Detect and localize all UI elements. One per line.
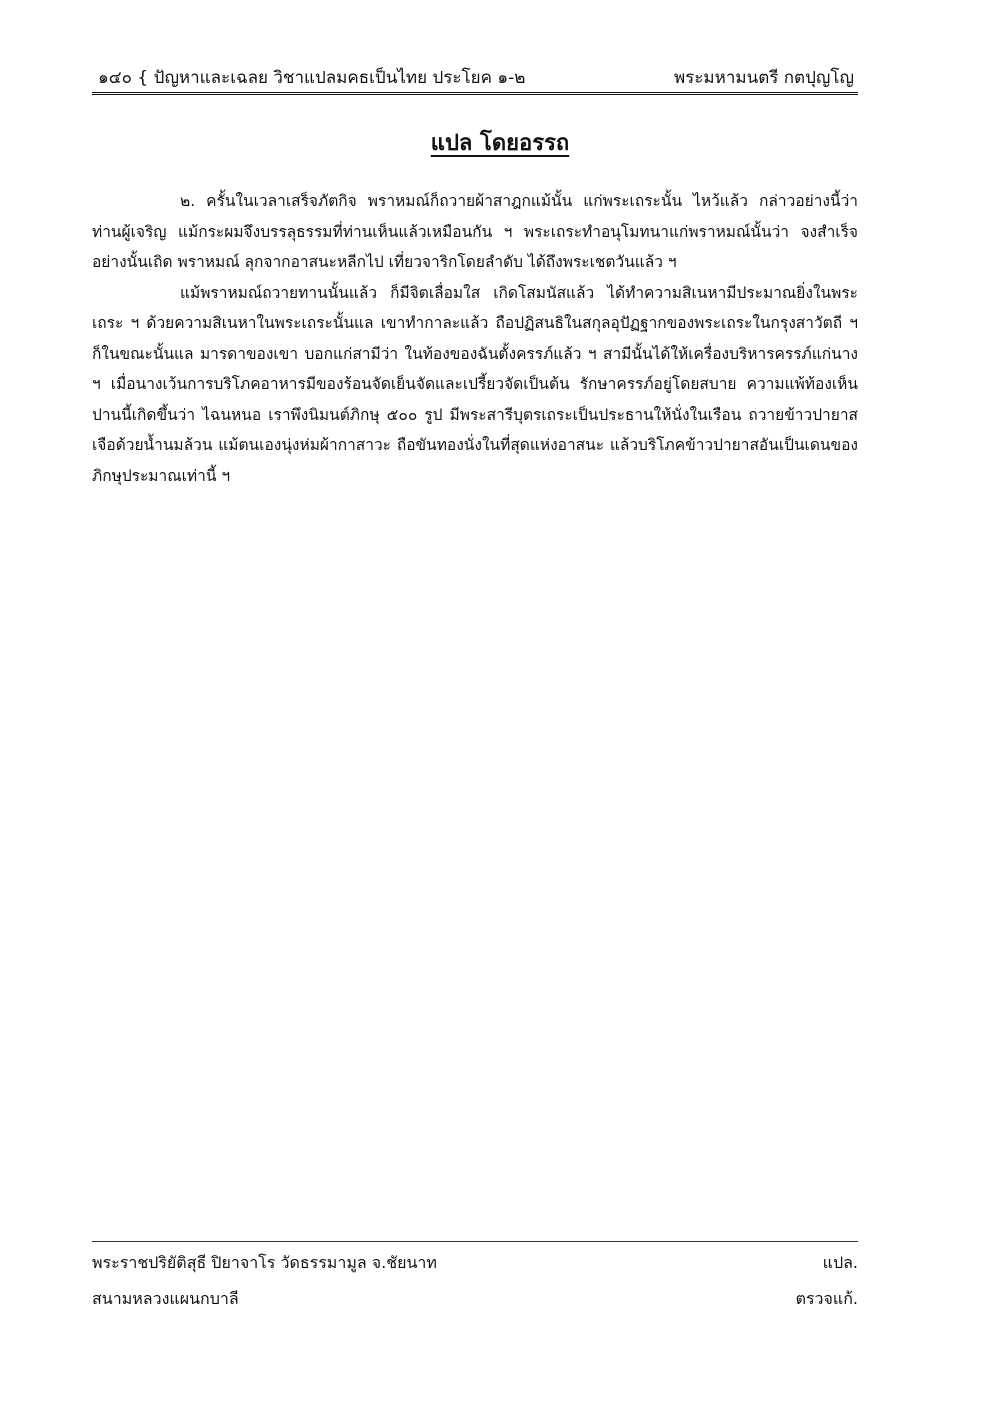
page-title-text: แปล โดยอรรถ: [430, 131, 570, 156]
footer-translate-label: แปล.: [822, 1253, 858, 1272]
body-text: [92, 186, 858, 491]
page-header: [92, 62, 858, 98]
footer-examiner: สนามหลวงแผนกบาลี: [92, 1289, 239, 1308]
footer-review-label: ตรวจแก้.: [795, 1289, 858, 1308]
header-author: พระมหามนตรี กตปุญโญ: [673, 68, 854, 88]
page-title: [0, 125, 1000, 160]
paragraph-2: แม้พราหมณ์ถวายทานนั้นแล้ว ก็มีจิตเลื่อมใส เกิดโสมนัสแล้ว ได้ทำความสิเนหามีประมาณยิ่งในพระเถระ ฯ ด้วยความสิเนหาในพระเถระนั้นแล เขาทำกาละแล้ว ถือปฏิสนธิในสกุลอุปัฏฐากของพระเถระในกรุงสาวัตถี ฯ ก็ในขณะนั้นแล มารดาของเขา บอกแก่สามีว่า ในท้องของฉันตั้งครรภ์แล้ว ฯ สามีนั้นได้ให้เครื่องบริหารครรภ์แก่นาง ฯ เมื่อนางเว้นการบริโภคอาหารมีของร้อนจัดเย็นจัดและเปรี้ยวจัดเป็นต้น รักษาครรภ์อยู่โดยสบาย ความแพ้ท้องเห็นปานนี้เกิดขึ้นว่า ไฉนหนอ เราพึงนิมนต์ภิกษุ ๕๐๐ รูป มีพระสารีบุตรเถระเป็นประธานให้นั่งในเรือน ถวายข้าวปายาสเจือด้วยน้ำนมล้วน แม้ตนเองนุ่งห่มผ้ากาสาวะ ถือขันทองนั่งในที่สุดแห่งอาสนะ แล้วบริโภคข้าวปายาสอันเป็นเดนของภิกษุประมาณเท่านี้ ฯ: [92, 283, 858, 485]
header-book-info: ๑๔๐ { ปัญหาและเฉลย วิชาแปลมคธเป็นไทย ประโยค ๑-๒: [98, 68, 526, 88]
footer-divider: [92, 1241, 858, 1242]
header-divider: [92, 92, 858, 95]
paragraph-1: ๒. ครั้นในเวลาเสร็จภัตกิจ พราหมณ์ก็ถวายผ้าสาฎกแม้นั้น แก่พระเถระนั้น ไหว้แล้ว กล่าวอย่างนี้ว่า ท่านผู้เจริญ แม้กระผมจึงบรรลุธรรมที่ท่านเห็นแล้วเหมือนกัน ฯ พระเถระทำอนุโมทนาแก่พราหมณ์นั้นว่า จงสำเร็จอย่างนั้นเถิด พราหมณ์ ลุกจากอาสนะหลีกไป เที่ยวจาริกโดยลำดับ ได้ถึงพระเชตวันแล้ว ฯ: [92, 192, 858, 271]
footer-translator: พระราชปริยัติสุธี ปิยาจาโร วัดธรรมามูล จ.ชัยนาท: [92, 1253, 437, 1272]
